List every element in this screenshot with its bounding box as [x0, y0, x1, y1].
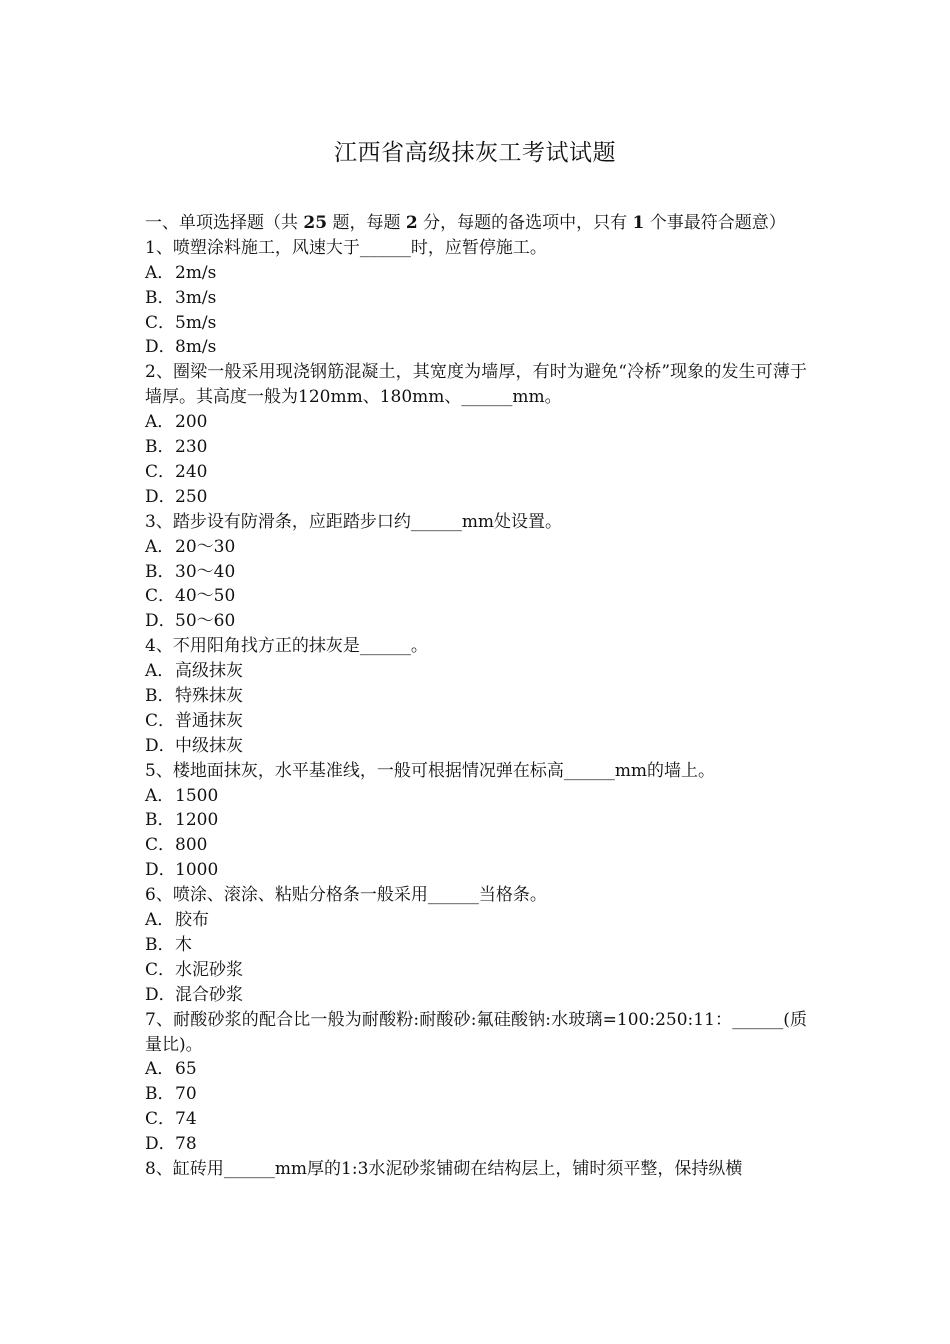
option-item: [145, 1057, 807, 1082]
option-letter: D．: [145, 860, 176, 881]
option-text: 78: [175, 1134, 197, 1155]
option-item: [145, 1107, 807, 1132]
option-text: 20～30: [175, 536, 236, 557]
option-letter: D．: [145, 611, 176, 632]
option-text: 水泥砂浆: [175, 959, 243, 980]
option-letter: D．: [145, 735, 176, 756]
option-letter: B．: [145, 1084, 175, 1105]
option-text: 胶布: [175, 910, 209, 931]
question-text: 8、缸砖用______mm厚的1:3水泥砂浆铺砌在结构层上，铺时须平整，保持纵横: [145, 1159, 743, 1179]
section-heading: [145, 211, 807, 236]
option-text: 混合砂浆: [175, 984, 243, 1005]
option-text: 74: [175, 1109, 197, 1130]
option-item: [145, 460, 807, 485]
question-text: 4、不用阳角找方正的抹灰是______。: [145, 636, 428, 657]
option-text: 250: [175, 486, 208, 507]
option-item: [145, 286, 807, 311]
question-text: 2、圈梁一般采用现浇钢筋混凝土，其宽度为墙厚，有时为避免“冷桥”现象的发生可薄于墙厚。其高度一般为120mm、180mm、______mm。: [145, 362, 807, 408]
option-item: [145, 833, 807, 858]
option-letter: B．: [145, 686, 175, 707]
section-one: 1: [632, 213, 645, 233]
section-mid1: 题，每题: [327, 213, 406, 233]
option-text: 1200: [175, 810, 219, 831]
option-item: [145, 709, 807, 734]
option-text: 5m/s: [175, 312, 217, 333]
option-text: 普通抹灰: [175, 710, 243, 731]
option-text: 2m/s: [175, 262, 217, 283]
option-item: [145, 983, 807, 1008]
option-letter: C．: [145, 1109, 176, 1130]
option-item: [145, 858, 807, 883]
option-letter: C．: [145, 461, 176, 482]
option-item: [145, 684, 807, 709]
section-suffix: 个事最符合题意）: [644, 213, 786, 233]
option-letter: A．: [145, 785, 175, 806]
option-item: [145, 609, 807, 634]
option-item: [145, 958, 807, 983]
section-count: 25: [303, 213, 328, 233]
option-letter: B．: [145, 561, 175, 582]
option-text: 中级抹灰: [175, 735, 243, 756]
option-letter: A．: [145, 661, 175, 682]
option-letter: A．: [145, 262, 175, 283]
option-text: 30～40: [175, 561, 236, 582]
option-letter: A．: [145, 536, 175, 557]
section-prefix: 一、单项选择题（共: [145, 213, 304, 233]
option-item: [145, 808, 807, 833]
option-item: [145, 435, 807, 460]
question-text: 5、楼地面抹灰，水平基准线，一般可根据情况弹在标高______mm的墙上。: [145, 760, 716, 781]
option-text: 8m/s: [175, 337, 217, 358]
question-text: 7、耐酸砂浆的配合比一般为耐酸粉:耐酸砂:氟硅酸钠:水玻璃=100:250:11：______(质量比)。: [145, 1009, 807, 1055]
option-letter: D．: [145, 984, 176, 1005]
option-text: 200: [175, 412, 208, 433]
option-item: [145, 485, 807, 510]
option-item: [145, 311, 807, 336]
option-text: 50～60: [175, 611, 236, 632]
option-letter: D．: [145, 486, 176, 507]
option-text: 40～50: [175, 586, 236, 607]
option-item: [145, 535, 807, 560]
question-text: 6、喷涂、滚涂、粘贴分格条一般采用______当格条。: [145, 885, 547, 906]
option-letter: D．: [145, 1134, 176, 1155]
option-letter: B．: [145, 287, 175, 308]
option-letter: C．: [145, 959, 176, 980]
page-title: 江西省高级抹灰工考试试题: [334, 140, 616, 166]
option-letter: A．: [145, 412, 175, 433]
option-text: 70: [175, 1084, 197, 1105]
question-text: 1、喷塑涂料施工，风速大于______时，应暂停施工。: [145, 237, 547, 258]
option-item: [145, 335, 807, 360]
option-letter: C．: [145, 312, 176, 333]
option-text: 1000: [175, 860, 219, 881]
option-item: [145, 410, 807, 435]
option-text: 240: [175, 461, 208, 482]
option-letter: C．: [145, 586, 176, 607]
option-item: [145, 1082, 807, 1107]
option-letter: A．: [145, 1059, 175, 1080]
option-item: [145, 784, 807, 809]
option-item: [145, 908, 807, 933]
option-item: [145, 560, 807, 585]
option-letter: D．: [145, 337, 176, 358]
option-letter: C．: [145, 835, 176, 856]
option-item: [145, 1132, 807, 1157]
option-text: 特殊抹灰: [175, 686, 243, 707]
option-text: 高级抹灰: [175, 661, 243, 682]
option-letter: B．: [145, 934, 175, 955]
section-points: 2: [405, 213, 418, 233]
option-letter: B．: [145, 437, 175, 458]
option-item: [145, 933, 807, 958]
option-text: 木: [175, 934, 192, 955]
option-text: 230: [175, 437, 208, 458]
document-body: [145, 211, 807, 1182]
option-letter: A．: [145, 910, 175, 931]
option-item: [145, 734, 807, 759]
question-text: 3、踏步设有防滑条，应距踏步口约______mm处设置。: [145, 511, 563, 532]
section-mid2: 分，每题的备选项中，只有: [417, 213, 633, 233]
option-text: 3m/s: [175, 287, 217, 308]
option-item: [145, 261, 807, 286]
option-item: [145, 584, 807, 609]
option-letter: B．: [145, 810, 175, 831]
option-text: 800: [175, 835, 208, 856]
option-letter: C．: [145, 710, 176, 731]
option-text: 1500: [175, 785, 219, 806]
option-text: 65: [175, 1059, 197, 1080]
option-item: [145, 659, 807, 684]
